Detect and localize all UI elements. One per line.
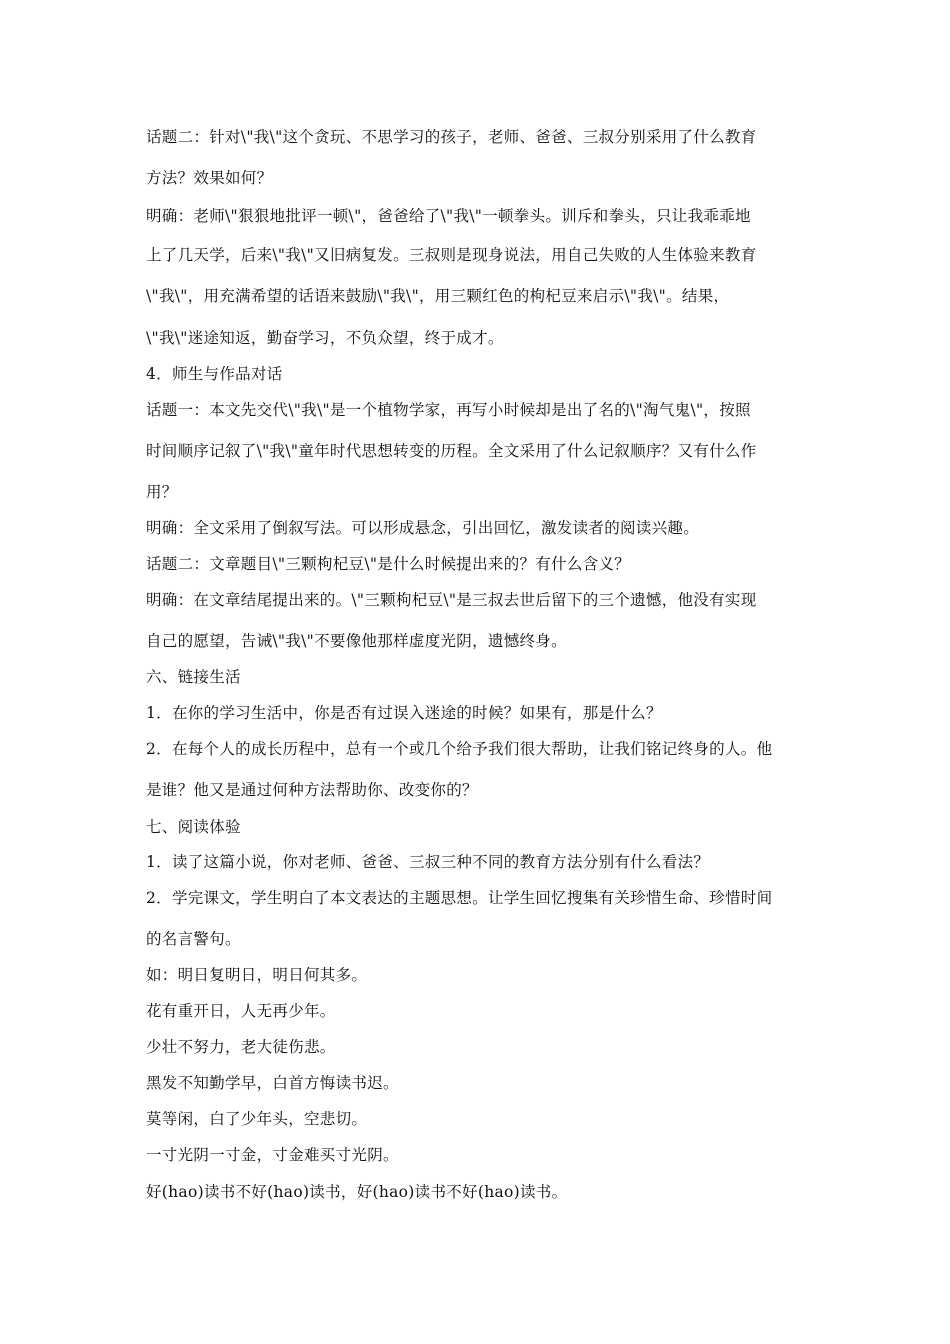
text-line: 时间顺序记叙了\"我\"童年时代思想转变的历程。全文采用了什么记叙顺序？又有什么作 [146,442,757,460]
quote-line: 黑发不知勤学早，白首方悔读书迟。 [146,1074,399,1092]
text-line: 上了几天学，后来\"我\"又旧病复发。三叔则是现身说法，用自己失败的人生体验来教育 [146,246,757,264]
quote-line: 一寸光阴一寸金，寸金难买寸光阴。 [146,1146,399,1164]
section-heading: 4．师生与作品对话 [146,365,283,383]
text-line: 是谁？他又是通过何种方法帮助你、改变你的？ [146,781,478,799]
section-heading: 六、链接生活 [146,668,241,686]
text-line: 用？ [146,483,178,501]
quote-line: 好(hao)读书不好(hao)读书，好(hao)读书不好(hao)读书。 [146,1183,568,1201]
text-line: 明确：老师\"狠狠地批评一顿\"，爸爸给了\"我\"一顿拳头。训斥和拳头，只让我乖乖地 [146,207,751,225]
text-line: \"我\"迷途知返，勤奋学习，不负众望，终于成才。 [146,329,504,347]
text-line: 话题二：针对\"我\"这个贪玩、不思学习的孩子，老师、爸爸、三叔分别采用了什么教育 [146,128,757,146]
text-line: \"我\"，用充满希望的话语来鼓励\"我\"，用三颗红色的枸杞豆来启示\"我\"。结果， [146,287,730,305]
quote-line: 少壮不努力，老大徒伤悲。 [146,1038,336,1056]
text-line: 2．在每个人的成长历程中，总有一个或几个给予我们很大帮助，让我们铭记终身的人。他 [146,740,773,758]
quote-line: 如：明日复明日，明日何其多。 [146,966,368,984]
quote-line: 莫等闲，白了少年头，空悲切。 [146,1110,368,1128]
text-line: 方法？效果如何？ [146,169,273,187]
text-line: 2．学完课文，学生明白了本文表达的主题思想。让学生回忆搜集有关珍惜生命、珍惜时间 [146,889,773,907]
text-line: 话题二：文章题目\"三颗枸杞豆\"是什么时候提出来的？有什么含义？ [146,555,631,573]
text-line: 1．读了这篇小说，你对老师、爸爸、三叔三种不同的教育方法分别有什么看法？ [146,853,710,871]
text-line: 自己的愿望，告诫\"我\"不要像他那样虚度光阴，遗憾终身。 [146,632,567,650]
quote-line: 花有重开日，人无再少年。 [146,1002,336,1020]
section-heading: 七、阅读体验 [146,818,241,836]
text-line: 话题一：本文先交代\"我\"是一个植物学家，再写小时候却是出了名的\"淘气鬼\"，按照 [146,401,751,419]
text-line: 明确：全文采用了倒叙写法。可以形成悬念，引出回忆，激发读者的阅读兴趣。 [146,519,700,537]
text-line: 1．在你的学习生活中，你是否有过误入迷途的时候？如果有，那是什么？ [146,704,662,722]
text-line: 的名言警句。 [146,930,241,948]
text-line: 明确：在文章结尾提出来的。\"三颗枸杞豆\"是三叔去世后留下的三个遗憾，他没有实现 [146,591,757,609]
